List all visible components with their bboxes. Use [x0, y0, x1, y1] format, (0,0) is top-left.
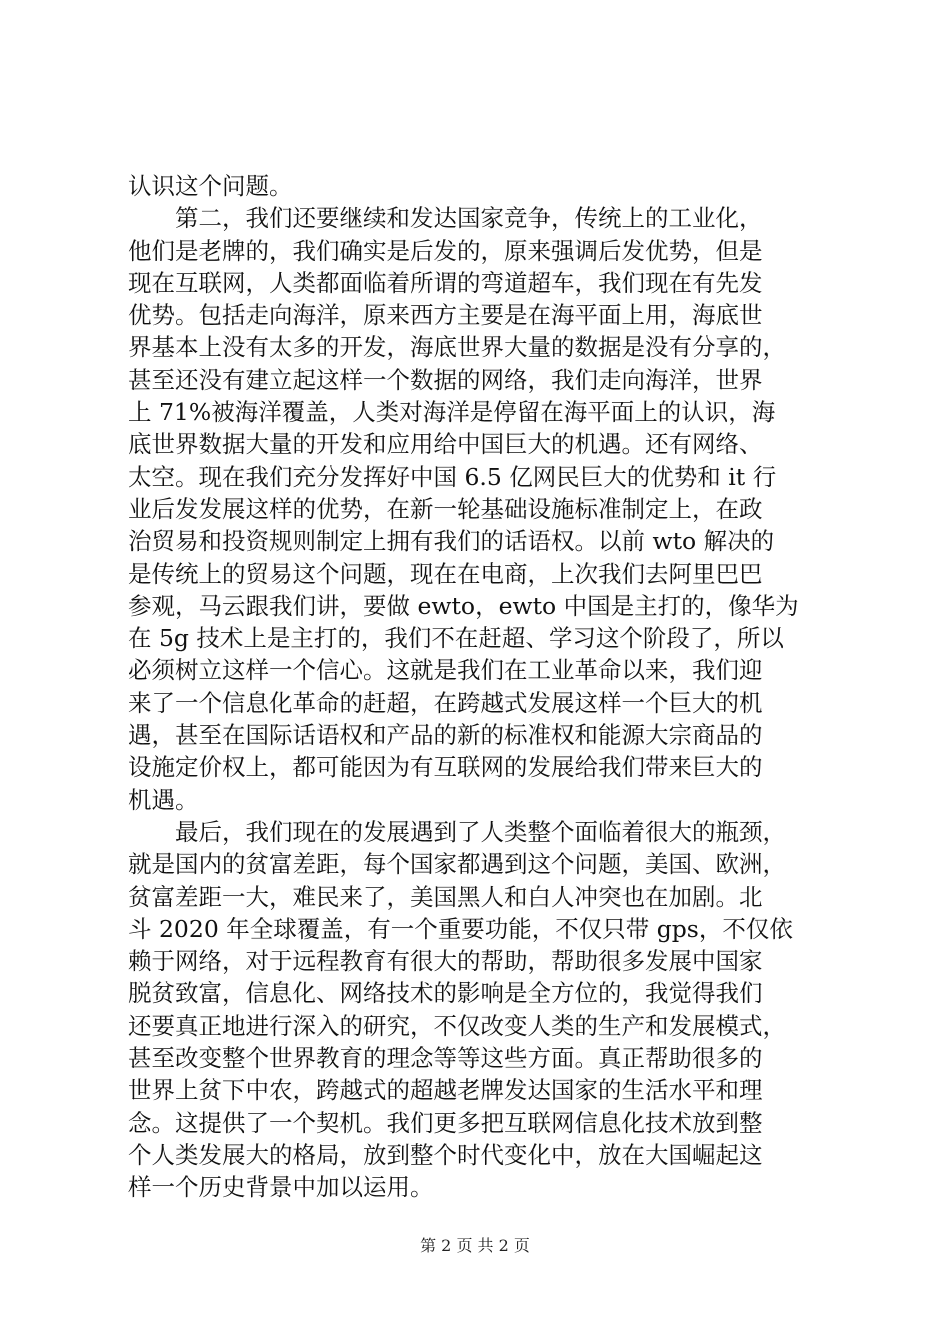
- document-body: [128, 170, 828, 1204]
- text-line: 遇，甚至在国际话语权和产品的新的标准权和能源大宗商品的: [128, 721, 763, 750]
- text-line: 现在互联网，人类都面临着所谓的弯道超车，我们现在有先发: [128, 268, 763, 297]
- text-line: 甚至还没有建立起这样一个数据的网络，我们走向海洋，世界: [128, 365, 763, 394]
- text-line: 底世界数据大量的开发和应用给中国巨大的机遇。还有网络、: [128, 430, 763, 459]
- text-line: 治贸易和投资规则制定上拥有我们的话语权。以前 wto 解决的: [128, 527, 775, 556]
- text-line: 认识这个问题。: [128, 172, 293, 200]
- text-line: 甚至改变整个世界教育的理念等等这些方面。真正帮助很多的: [128, 1044, 763, 1073]
- text-line: 界基本上没有太多的开发，海底世界大量的数据是没有分享的，: [128, 333, 786, 362]
- text-line: 在 5g 技术上是主打的，我们不在赶超、学习这个阶段了，所以: [128, 624, 784, 653]
- text-line: 机遇。: [128, 785, 199, 814]
- paragraph-start-line: 最后，我们现在的发展遇到了人类整个面临着很大的瓶颈，: [175, 817, 786, 846]
- page-number-footer: 第 2 页 共 2 页: [420, 1236, 530, 1255]
- text-line: 贫富差距一大，难民来了，美国黑人和白人冲突也在加剧。北: [128, 882, 763, 911]
- paragraph-start-line: 第二，我们还要继续和发达国家竞争，传统上的工业化，: [175, 204, 763, 233]
- text-line: 业后发发展这样的优势，在新一轮基础设施标准制定上，在政: [128, 494, 763, 523]
- text-line: 必须树立这样一个信心。这就是我们在工业革命以来，我们迎: [128, 656, 763, 685]
- text-line: 斗 2020 年全球覆盖，有一个重要功能，不仅只带 gps，不仅依: [128, 914, 793, 943]
- text-line: 上 71%被海洋覆盖，人类对海洋是停留在海平面上的认识，海: [128, 398, 776, 427]
- text-line: 太空。现在我们充分发挥好中国 6.5 亿网民巨大的优势和 it 行: [128, 462, 777, 491]
- text-line: 样一个历史背景中加以运用。: [128, 1173, 434, 1202]
- text-line: 他们是老牌的，我们确实是后发的，原来强调后发优势，但是: [128, 236, 763, 265]
- text-line: 赖于网络，对于远程教育有很大的帮助，帮助很多发展中国家: [128, 947, 763, 976]
- text-line: 还要真正地进行深入的研究，不仅改变人类的生产和发展模式，: [128, 1011, 786, 1040]
- text-line: 念。这提供了一个契机。我们更多把互联网信息化技术放到整: [128, 1108, 763, 1137]
- text-line: 优势。包括走向海洋，原来西方主要是在海平面上用，海底世: [128, 301, 763, 330]
- text-line: 参观，马云跟我们讲，要做 ewto，ewto 中国是主打的，像华为: [128, 591, 799, 620]
- text-line: 世界上贫下中农，跨越式的超越老牌发达国家的生活水平和理: [128, 1076, 763, 1105]
- text-line: 是传统上的贸易这个问题，现在在电商，上次我们去阿里巴巴: [128, 559, 763, 588]
- text-line: 设施定价权上，都可能因为有互联网的发展给我们带来巨大的: [128, 753, 763, 782]
- text-line: 脱贫致富，信息化、网络技术的影响是全方位的，我觉得我们: [128, 979, 763, 1008]
- text-line: 来了一个信息化革命的赶超，在跨越式发展这样一个巨大的机: [128, 688, 763, 717]
- text-line: 就是国内的贫富差距，每个国家都遇到这个问题，美国、欧洲，: [128, 850, 786, 879]
- text-line: 个人类发展大的格局，放到整个时代变化中，放在大国崛起这: [128, 1140, 763, 1169]
